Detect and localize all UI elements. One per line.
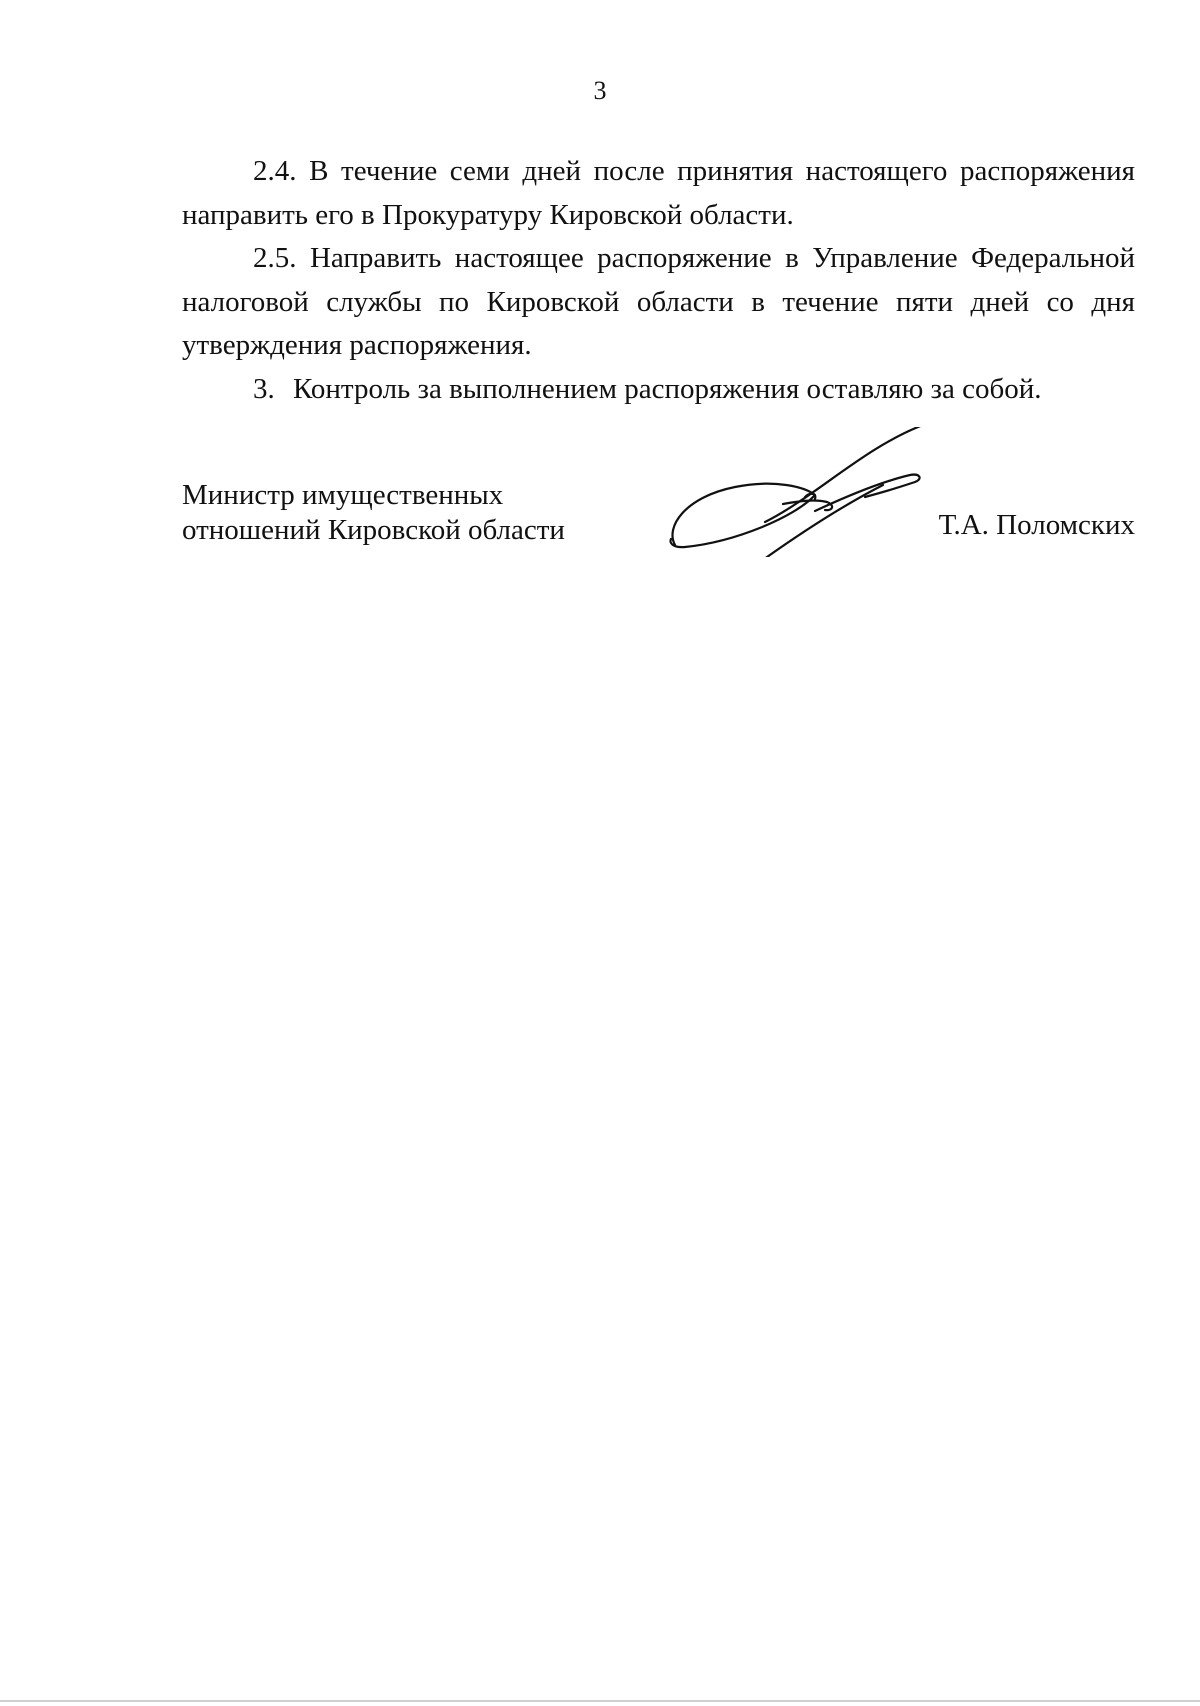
document-body [182,150,1135,411]
signer-position [182,478,565,548]
page-number: 3 [593,76,607,105]
paragraph-text: Контроль за выполнением распоряжения оставляю за собой. [293,372,1042,405]
paragraph-number: 2.4. [253,155,297,187]
paragraph-2-4 [182,150,1135,237]
paragraph-3 [182,368,1135,412]
signer-name: Т.А. Поломских [938,509,1135,541]
paragraph-text: В течение семи дней после принятия настоящего распоряжения направить его в Прокуратуру Кировской области. [182,155,1135,231]
paragraph-number: 3. [253,372,275,405]
signer-position-line-2: отношений Кировской области [182,514,565,546]
paragraph-text: Направить настоящее распоряжение в Управление Федеральной налоговой службы по Кировской области в течение пяти дней со дня утверждения распоряжения. [182,242,1135,361]
signer-position-line-1: Министр имущественных [182,479,504,511]
page-bottom-edge [0,1700,1200,1702]
signature-block [182,478,1135,568]
paragraph-2-5 [182,237,1135,368]
handwritten-signature [665,427,945,557]
paragraph-number: 2.5. [253,242,297,274]
